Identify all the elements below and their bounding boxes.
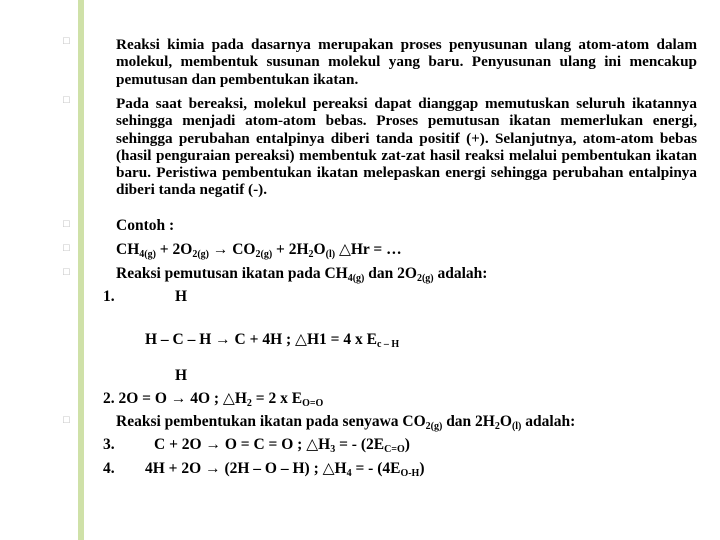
- item-number: 1.: [103, 288, 115, 305]
- methane-top-h: H: [175, 288, 188, 305]
- methane-bottom-h: H: [175, 367, 188, 384]
- item-number: 3.: [103, 436, 115, 453]
- co2-forming-equation: C + 2O → O = C = O ; $\triangle H_3$ = - $(2E_{C=O})$: [154, 436, 410, 455]
- item-number: 4.: [103, 460, 115, 477]
- paragraph-intro: Reaksi kimia pada dasarnya merupakan proses penyusunan ulang atom-atom dalam molekul, membentuk susunan molekul yang baru. Penyusunan ulang ini mencakup pemutusan dan pembentukan ikatan.: [116, 36, 697, 88]
- bullet-square-icon: [60, 218, 73, 231]
- methane-breaking-equation: H – C – H → C + 4H ; △H1 = 4 x $E_{c - H}$: [145, 331, 400, 350]
- bond-forming-heading: Reaksi pembentukan ikatan pada senyawa $CO_{2(g)}$ dan $2H_2O_{(l)}$ adalah:: [116, 413, 576, 432]
- bullet-square-icon: [60, 414, 73, 427]
- bond-breaking-heading: Reaksi pemutusan ikatan pada $CH_{4(g)}$ dan $2O_{2(g)}$ adalah:: [116, 265, 488, 284]
- example-label: Contoh :: [116, 217, 175, 234]
- bullet-square-icon: [60, 266, 73, 279]
- bullet-square-icon: [60, 242, 73, 255]
- bullet-square-icon: [60, 94, 73, 107]
- accent-bar: [78, 0, 84, 540]
- oxygen-breaking-equation: 2. 2O = O → 4O ; $\triangle H_2 = 2$ x $E_{O=O}$: [103, 390, 324, 409]
- water-forming-equation: 4H + 2O → (2H – O – H) ; $\triangle H_4$ = - $(4E_{O-H})$: [145, 460, 425, 479]
- example-equation: $CH_{4(g)} + 2O_{2(g)} \to CO_{2(g)} + 2H_2O_{(l)}$ △Hr = …: [116, 241, 402, 260]
- bullet-square-icon: [60, 35, 73, 48]
- paragraph-bond-breaking: Pada saat bereaksi, molekul pereaksi dapat dianggap memutuskan seluruh ikatannya sehingga menjadi atom-atom bebas. Proses pemutusan ikatan memerlukan energi, sehingga perubahan entalpinya diberi tanda positif (+). Selanjutnya, atom-atom bebas (hasil penguraian pereaksi) membentuk zat-zat hasil reaksi melalui pembentukan ikatan baru. Peristiwa pembentukan ikatan melepaskan energi sehingga perubahan entalpinya diberi tanda negatif (-).: [116, 95, 697, 199]
